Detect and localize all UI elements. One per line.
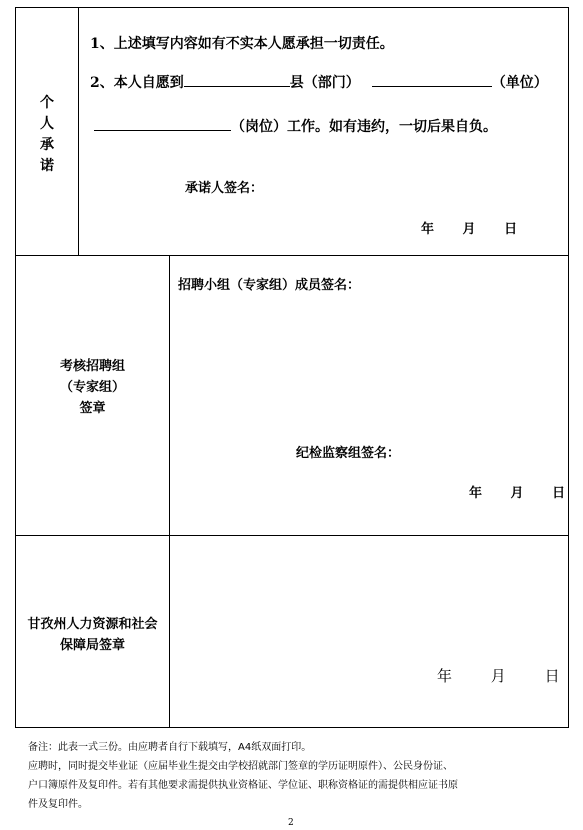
date-month: 月 [490,667,506,685]
bureau-date [437,665,560,686]
pledge-line-3-text: （岗位）工作。如有违约，一切后果自负。 [231,119,497,135]
date-year: 年 [421,222,435,237]
table-border-right [568,7,569,728]
row-divider-2 [15,535,569,536]
county-blank-field[interactable] [184,72,290,87]
table-border-bottom [15,727,569,728]
note-line-1: 备注：此表一式三份。由应聘者自行下载填写，A4纸双面打印。 [28,742,312,753]
review-side-label [16,356,169,419]
unit-blank-field[interactable] [372,72,492,87]
post-blank-field[interactable] [94,116,231,131]
pledge-date [421,218,517,237]
pledge-line-2-county: 县（部门） [289,75,360,91]
note-line-4: 件及复印件。 [28,799,88,810]
review-side-label-line3: 签章 [79,401,106,416]
pledge-side-char: 承 [40,137,54,153]
date-day: 日 [504,222,518,237]
table-border-top [15,7,569,8]
date-month: 月 [510,486,524,501]
bureau-side-label [16,614,169,656]
pledge-line-2-prefix: 2、本人自愿到 [90,75,184,91]
panel-sign-label: 招聘小组（专家组）成员签名： [178,278,361,293]
bureau-side-label-line1: 甘孜州人力资源和社会 [27,617,158,632]
date-year: 年 [437,667,453,685]
date-year: 年 [469,486,483,501]
pledge-side-char: 个 [40,95,54,111]
pledge-line-2-unit: （单位） [491,75,548,91]
pledge-line-1: 1、上述填写内容如有不实本人愿承担一切责任。 [90,36,394,52]
row-divider-1 [15,255,569,256]
col-divider-lower [169,255,170,728]
col-divider-pledge [78,7,79,256]
signer-label: 承诺人签名： [185,181,264,196]
review-side-label-line2: （专家组） [59,380,125,395]
note-line-2: 应聘时，同时提交毕业证（应届毕业生提交由学校招就部门签章的学历证明原件）、公民身份证、 [28,761,453,772]
pledge-side-char: 人 [40,116,54,132]
date-day: 日 [552,486,566,501]
pledge-line-2 [90,72,548,92]
bureau-side-label-line2: 保障局签章 [59,638,125,653]
date-month: 月 [462,222,476,237]
pledge-side-char: 诺 [40,158,54,174]
discipline-sign-label: 纪检监察组签名： [296,446,401,461]
date-day: 日 [544,667,560,685]
note-line-3: 户口簿原件及复印件。若有其他要求需提供执业资格证、学位证、职称资格证的需提供相应证书原 [28,780,458,791]
page-number: 2 [288,818,294,828]
review-date [469,482,565,501]
review-side-label-line1: 考核招聘组 [59,359,125,374]
pledge-line-3 [94,116,497,136]
